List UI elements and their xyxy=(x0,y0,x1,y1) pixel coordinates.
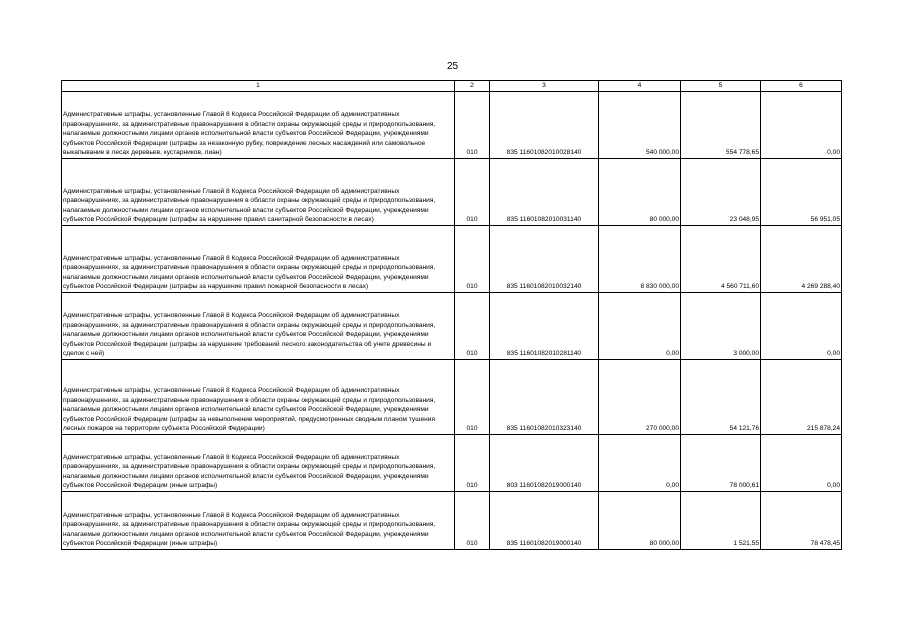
row-name: Административные штрафы, установленные Главой 8 Кодекса Российской Федерации об административных правонарушениях, за административные правонарушения в области охраны окружающей среды и природопользования, налагаемые должностными лицами органов исполнительной власти субъектов Российской Федерации, учреждениями субъектов Российской Федерации (иные штрафы) xyxy=(62,435,455,492)
table-row xyxy=(62,92,842,159)
row-col6: 78 478,45 xyxy=(761,492,842,550)
header-row xyxy=(62,81,842,92)
row-line-code: 010 xyxy=(455,492,490,550)
row-col4: 0,00 xyxy=(599,293,681,360)
table-row xyxy=(62,435,842,492)
row-col5: 23 048,95 xyxy=(681,159,761,226)
row-budget-code: 835 11601082010028140 xyxy=(490,92,599,159)
row-col4: 80 000,00 xyxy=(599,159,681,226)
table-row xyxy=(62,360,842,435)
row-col4: 80 000,00 xyxy=(599,492,681,550)
header-cell-2: 2 xyxy=(455,81,490,92)
header-cell-4: 4 xyxy=(599,81,681,92)
row-budget-code: 835 11601082010032140 xyxy=(490,226,599,293)
row-col5: 78 000,61 xyxy=(681,435,761,492)
row-budget-code: 835 11601082010323140 xyxy=(490,360,599,435)
table-row xyxy=(62,159,842,226)
row-line-code: 010 xyxy=(455,226,490,293)
row-budget-code: 835 11601082010281140 xyxy=(490,293,599,360)
row-col4: 8 830 000,00 xyxy=(599,226,681,293)
page-number: 25 xyxy=(446,61,459,72)
header-cell-6: 6 xyxy=(761,81,842,92)
row-col6: 4 269 288,40 xyxy=(761,226,842,293)
row-col6: 0,00 xyxy=(761,435,842,492)
row-col6: 215 878,24 xyxy=(761,360,842,435)
row-col4: 0,00 xyxy=(599,435,681,492)
row-col4: 540 000,00 xyxy=(599,92,681,159)
row-name: Административные штрафы, установленные Главой 8 Кодекса Российской Федерации об административных правонарушениях, за административные правонарушения в области охраны окружающей среды и природопользования, налагаемые должностными лицами органов исполнительной власти субъектов Российской Федерации, учреждениями субъектов Российской Федерации (штрафы за нарушение правил пожарной безопасности в лесах) xyxy=(62,226,455,293)
row-line-code: 010 xyxy=(455,92,490,159)
row-col4: 270 000,00 xyxy=(599,360,681,435)
header-cell-1: 1 xyxy=(62,81,455,92)
row-col5: 3 000,00 xyxy=(681,293,761,360)
row-col6: 0,00 xyxy=(761,293,842,360)
table-row xyxy=(62,293,842,360)
row-budget-code: 803 11601082019000140 xyxy=(490,435,599,492)
row-col5: 4 560 711,60 xyxy=(681,226,761,293)
table-row xyxy=(62,226,842,293)
row-name: Административные штрафы, установленные Главой 8 Кодекса Российской Федерации об административных правонарушениях, за административные правонарушения в области охраны окружающей среды и природопользования, налагаемые должностными лицами органов исполнительной власти субъектов Российской Федерации, учреждениями субъектов Российской Федерации (штрафы за невыполнение мероприятий, предусмотренных сводным планом тушения лесных пожаров на территории субъекта Российской Федерации) xyxy=(62,360,455,435)
row-line-code: 010 xyxy=(455,293,490,360)
row-col5: 1 521,55 xyxy=(681,492,761,550)
row-col6: 56 951,05 xyxy=(761,159,842,226)
row-name: Административные штрафы, установленные Главой 8 Кодекса Российской Федерации об административных правонарушениях, за административные правонарушения в области охраны окружающей среды и природопользования, налагаемые должностными лицами органов исполнительной власти субъектов Российской Федерации, учреждениями субъектов Российской Федерации (штрафы за нарушение правил санитарной безопасности в лесах) xyxy=(62,159,455,226)
row-name: Административные штрафы, установленные Главой 8 Кодекса Российской Федерации об административных правонарушениях, за административные правонарушения в области охраны окружающей среды и природопользования, налагаемые должностными лицами органов исполнительной власти субъектов Российской Федерации, учреждениями субъектов Российской Федерации (иные штрафы) xyxy=(62,492,455,550)
row-budget-code: 835 11601082019000140 xyxy=(490,492,599,550)
row-name: Административные штрафы, установленные Главой 8 Кодекса Российской Федерации об административных правонарушениях, за административные правонарушения в области охраны окружающей среды и природопользования, налагаемые должностными лицами органов исполнительной власти субъектов Российской Федерации, учреждениями субъектов Российской Федерации (штрафы за нарушение требований лесного законодательства об учете древесины и сделок с ней) xyxy=(62,293,455,360)
row-line-code: 010 xyxy=(455,435,490,492)
row-col5: 554 778,65 xyxy=(681,92,761,159)
row-name: Административные штрафы, установленные Главой 8 Кодекса Российской Федерации об административных правонарушениях, за административные правонарушения в области охраны окружающей среды и природопользования, налагаемые должностными лицами органов исполнительной власти субъектов Российской Федерации, учреждениями субъектов Российской Федерации (штрафы за незаконную рубку, повреждение лесных насаждений или самовольное выкапывание в лесах деревьев, кустарников, лиан) xyxy=(62,92,455,159)
row-budget-code: 835 11601082010031140 xyxy=(490,159,599,226)
header-cell-3: 3 xyxy=(490,81,599,92)
row-line-code: 010 xyxy=(455,159,490,226)
row-line-code: 010 xyxy=(455,360,490,435)
row-col5: 54 121,76 xyxy=(681,360,761,435)
header-cell-5: 5 xyxy=(681,81,761,92)
budget-table xyxy=(61,80,842,550)
table-row xyxy=(62,492,842,550)
row-col6: 0,00 xyxy=(761,92,842,159)
